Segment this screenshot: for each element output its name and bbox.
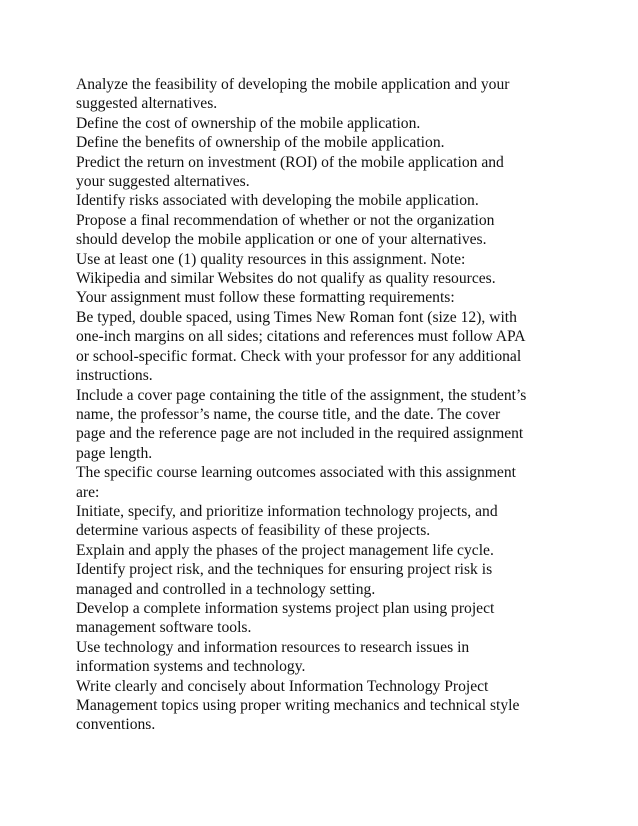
paragraph: Include a cover page containing the title of the assignment, the student’s name, the professor’s name, the course title, and the date. The cover page and the reference page are not included in the required assignment page length. <box>76 386 527 462</box>
paragraph: Define the cost of ownership of the mobile application. <box>76 114 421 132</box>
paragraph: Explain and apply the phases of the project management life cycle. <box>76 541 494 559</box>
paragraph: Initiate, specify, and prioritize information technology projects, and determine various aspects of feasibility of these projects. <box>76 502 498 540</box>
paragraph: Be typed, double spaced, using Times New Roman font (size 12), with one-inch margins on all sides; citations and references must follow APA or school-specific format. Check with your professor for any additional instructions. <box>76 308 526 385</box>
paragraph: Define the benefits of ownership of the mobile application. <box>76 134 445 152</box>
paragraph: Identify project risk, and the techniques for ensuring project risk is managed and controlled in a technology setting. <box>76 561 493 598</box>
paragraph: Use technology and information resources to research issues in information systems and technology. <box>76 638 470 676</box>
paragraph: Develop a complete information systems project plan using project management software tools. <box>76 599 495 637</box>
paragraph: The specific course learning outcomes associated with this assignment are: <box>76 464 516 501</box>
document-body <box>76 75 576 735</box>
paragraph: Propose a final recommendation of whether or not the organization should develop the mobile application or one of your alternatives. <box>76 211 495 249</box>
paragraph: Analyze the feasibility of developing the mobile application and your suggested alternatives. <box>76 76 510 113</box>
paragraph: Predict the return on investment (ROI) of the mobile application and your suggested alternatives. <box>76 153 504 191</box>
paragraph: Identify risks associated with developing the mobile application. <box>76 192 479 210</box>
paragraph: Your assignment must follow these formatting requirements: <box>76 289 455 307</box>
paragraph: Write clearly and concisely about Information Technology Project Management topics using proper writing mechanics and technical style conventions. <box>76 677 520 734</box>
paragraph: Use at least one (1) quality resources in this assignment. Note: Wikipedia and similar Websites do not qualify as quality resources. <box>76 250 496 288</box>
